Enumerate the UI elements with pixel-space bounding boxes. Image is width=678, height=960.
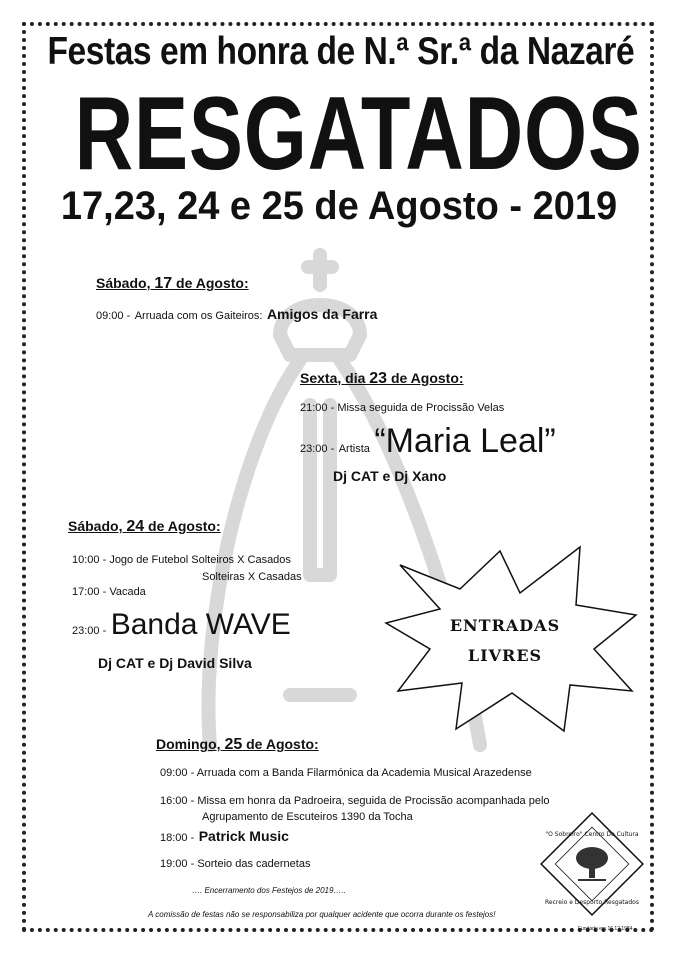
- event-row: 21:00 - Missa seguida de Procissão Velas: [300, 402, 505, 414]
- logo-founded: Fundado em 16.12.1984: [578, 926, 633, 932]
- event-row: 23:00 - Banda WAVE: [72, 608, 291, 641]
- svg-text:"O Sobreiro" Centro De Cultura: "O Sobreiro" Centro De Cultura: [545, 831, 639, 838]
- day-heading-24: Sábado, 24 de Agosto:: [68, 518, 221, 535]
- event-djs: Dj CAT e Dj David Silva: [98, 655, 252, 671]
- event-row-cont: Agrupamento de Escuteiros 1390 da Tocha: [202, 811, 413, 823]
- band-wave: Banda WAVE: [110, 608, 291, 641]
- event-row: 18:00 - Patrick Music: [160, 828, 289, 844]
- day-heading-25: Domingo, 25 de Agosto:: [156, 736, 319, 753]
- event-row-cont: Solteiras X Casadas: [202, 571, 302, 583]
- event-row: 19:00 - Sorteio das cadernetas: [160, 858, 311, 870]
- day-heading-23: Sexta, dia 23 de Agosto:: [300, 370, 464, 387]
- event-row: 16:00 - Missa em honra da Padroeira, seguida de Procissão acompanhada pelo: [160, 795, 550, 807]
- title-line-1: Festas em honra de N.ª Sr.ª da Nazaré: [47, 30, 635, 73]
- starburst-icon: [380, 545, 642, 735]
- star-text-livres: LIVRES: [467, 646, 543, 665]
- club-logo-icon: [534, 806, 650, 922]
- event-row: 09:00 - Arruada com os Gaiteiros: Amigos da Farra: [96, 306, 378, 322]
- event-row: 09:00 - Arruada com a Banda Filarmónica da Academia Musical Arazedense: [160, 767, 532, 779]
- day-heading-17: Sábado, 17 de Agosto:: [96, 275, 249, 292]
- title-dates: 17,23, 24 e 25 de Agosto - 2019: [60, 184, 618, 228]
- event-row: 17:00 - Vacada: [72, 586, 146, 598]
- title-resgatados: RESGATADOS: [74, 76, 643, 192]
- svg-text:Recreio e Desporto Resgatados: Recreio e Desporto Resgatados: [545, 899, 639, 906]
- event-row: 10:00 - Jogo de Futebol Solteiros X Casados: [72, 554, 291, 566]
- event-row: 23:00 - Artista “Maria Leal”: [300, 422, 556, 460]
- disclaimer: A comissão de festas não se responsabiliza por qualquer acidente que ocorra durante os festejos!: [148, 910, 496, 919]
- star-text-entradas: ENTRADAS: [449, 616, 561, 635]
- artist-maria-leal: “Maria Leal”: [374, 422, 556, 460]
- closing-note: …. Encerramento dos Festejos de 2019…..: [192, 886, 346, 895]
- event-djs: Dj CAT e Dj Xano: [333, 468, 447, 484]
